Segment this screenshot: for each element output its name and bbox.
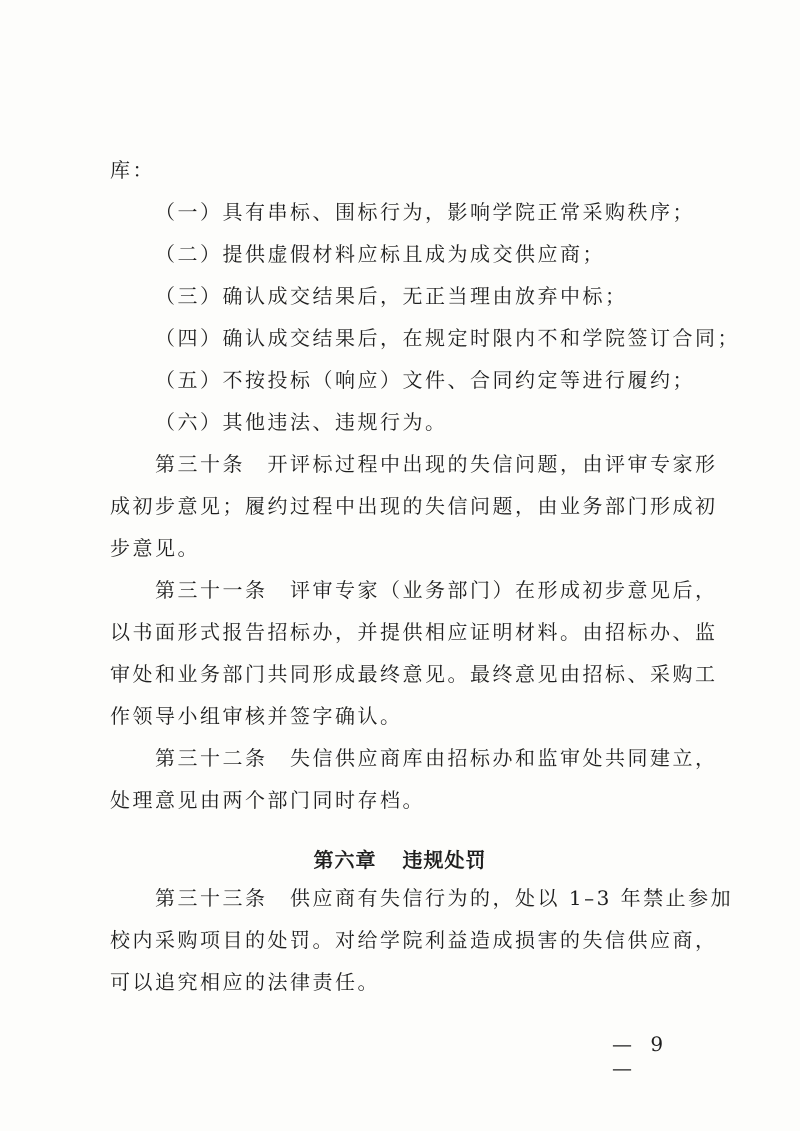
list-item: （三）确认成交结果后，无正当理由放弃中标；	[155, 284, 628, 308]
article-31-line: 作领导小组审核并签字确认。	[110, 704, 403, 728]
article-31-line: 第三十一条 评审专家（业务部门）在形成初步意见后，	[155, 578, 718, 602]
article-31-line: 以书面形式报告招标办，并提供相应证明材料。由招标办、监	[110, 620, 718, 644]
chapter-heading	[0, 846, 800, 874]
article-30-line: 成初步意见；履约过程中出现的失信问题，由业务部门形成初	[110, 494, 718, 518]
chapter-number: 第六章	[313, 848, 377, 872]
article-30-line: 步意见。	[110, 536, 200, 560]
list-item: （五）不按投标（响应）文件、合同约定等进行履约；	[155, 368, 695, 392]
article-30-line: 第三十条 开评标过程中出现的失信问题，由评审专家形	[155, 452, 718, 476]
list-item: （一）具有串标、围标行为，影响学院正常采购秩序；	[155, 200, 695, 224]
text-line: 库：	[110, 158, 155, 182]
article-33-line: 校内采购项目的处罚。对给学院利益造成损害的失信供应商，	[110, 928, 718, 952]
list-item: （六）其他违法、违规行为。	[155, 410, 448, 434]
article-33-line: 可以追究相应的法律责任。	[110, 970, 380, 994]
article-32-line: 第三十二条 失信供应商库由招标办和监审处共同建立，	[155, 746, 718, 770]
page-number: — 9 —	[612, 1032, 670, 1080]
article-31-line: 审处和业务部门共同形成最终意见。最终意见由招标、采购工	[110, 662, 718, 686]
chapter-title: 违规处罚	[402, 848, 487, 872]
article-33-line: 第三十三条 供应商有失信行为的，处以 1–3 年禁止参加	[155, 886, 734, 910]
list-item: （四）确认成交结果后，在规定时限内不和学院签订合同；	[155, 326, 740, 350]
article-32-line: 处理意见由两个部门同时存档。	[110, 788, 425, 812]
list-item: （二）提供虚假材料应标且成为成交供应商；	[155, 242, 605, 266]
